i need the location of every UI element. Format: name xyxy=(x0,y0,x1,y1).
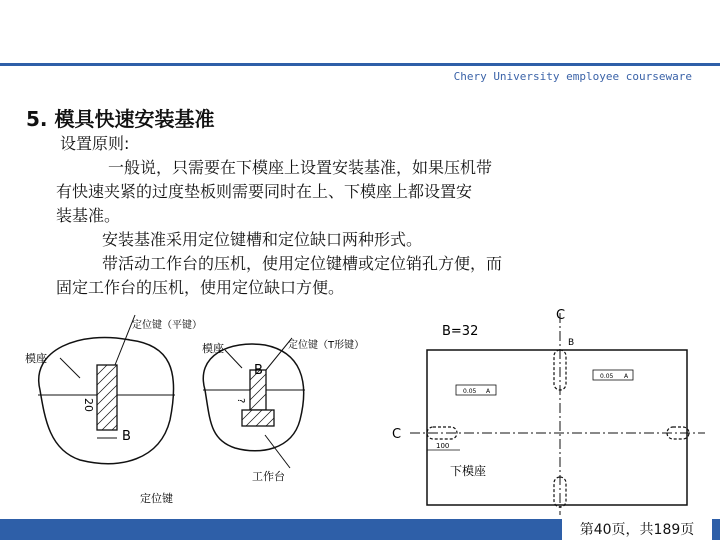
principle-label: 设置原则: xyxy=(60,134,130,153)
label-dim-1: 20 xyxy=(82,398,95,412)
label-tol-2: 0.05 xyxy=(600,373,614,380)
label-tol-1: 0.05 xyxy=(463,388,477,395)
label-centerline-top: C xyxy=(556,308,566,323)
locating-notch-figure xyxy=(370,305,710,520)
label-table: 工作台 xyxy=(252,470,285,483)
label-100: 100 xyxy=(436,442,450,450)
slide-body xyxy=(56,132,620,300)
label-die-seat-2: 模座 xyxy=(202,342,224,355)
para2: 安装基准采用定位键槽和定位缺口两种形式。 xyxy=(102,230,423,249)
header-area xyxy=(0,0,720,62)
label-dim-2: ? xyxy=(235,398,246,404)
label-t-key: 定位键（T形键） xyxy=(288,340,365,351)
para1-line3: 装基准。 xyxy=(56,206,121,225)
label-b-2: B xyxy=(254,363,263,378)
leader-table xyxy=(265,435,290,468)
header-rule xyxy=(0,63,720,66)
slide-title: 5. 模具快速安装基准 xyxy=(26,107,215,131)
label-b32: B=32 xyxy=(442,324,479,339)
leader-die-seat-1 xyxy=(60,358,80,378)
page-indicator: 第40页，共189页 xyxy=(562,518,712,542)
label-datum-2: A xyxy=(624,373,629,380)
locating-key-figure xyxy=(20,310,365,510)
para3-line1: 带活动工作台的压机，使用定位键槽或定位销孔方便，而 xyxy=(102,254,503,273)
label-b-tol: B xyxy=(568,338,575,348)
label-datum-1: A xyxy=(486,388,491,395)
leader-die-seat-2 xyxy=(225,350,242,368)
label-centerline-left: C xyxy=(392,427,402,442)
figure-caption: 定位键 xyxy=(140,492,173,505)
label-lower-seat: 下模座 xyxy=(450,464,487,478)
course-label: Chery University employee courseware xyxy=(453,70,692,83)
label-flat-key: 定位键（平键） xyxy=(132,320,202,331)
label-b-1: B xyxy=(122,429,131,444)
label-die-seat-1: 模座 xyxy=(25,352,47,365)
para3-line2: 固定工作台的压机，使用定位缺口方便。 xyxy=(56,278,345,297)
para1-line2: 有快速夹紧的过度垫板则需要同时在上、下模座上都设置安 xyxy=(56,182,473,201)
para1-line1: 一般说，只需要在下模座上设置安装基准，如果压机带 xyxy=(108,158,493,177)
lower-die-seat-outline xyxy=(427,350,687,505)
